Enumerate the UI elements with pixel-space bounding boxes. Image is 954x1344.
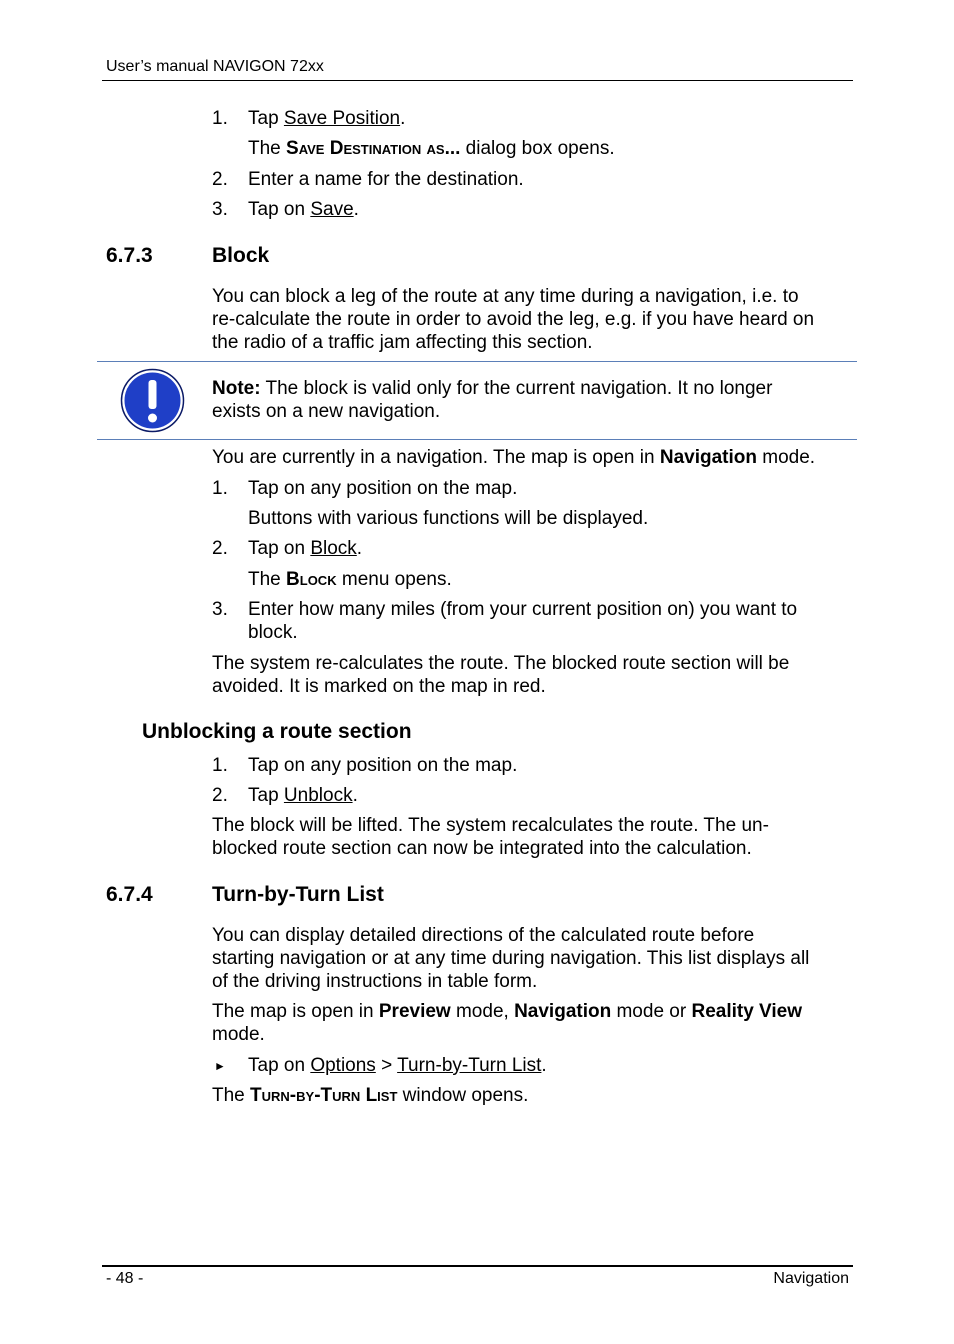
save-link[interactable]: Save [310,199,354,220]
turn-by-turn-list-link[interactable]: Turn-by-Turn List [397,1055,542,1076]
save-step-1-result: The Save Destination as... dialog box opens. [248,138,615,159]
save-step-2: Enter a name for the destination. [248,169,524,190]
section-title: Turn-by-Turn List [212,883,384,906]
block-step-3-line: Enter how many miles (from your current position on) you want to [248,599,798,620]
section-title: Block [212,244,270,267]
step-number: 1. [212,478,228,499]
step-number: 2. [212,169,228,190]
turn-step: Tap on Options > Turn-by-Turn List. [248,1055,547,1076]
turn-mode-line: The map is open in Preview mode, Navigation mode or Reality View [212,1001,803,1022]
turn-result: The Turn-by-Turn List window opens. [212,1085,529,1106]
turn-mode-line: mode. [212,1024,265,1045]
turn-para-line: of the driving instructions in table form. [212,971,538,992]
running-header: User’s manual NAVIGON 72xx [106,58,324,75]
save-position-link[interactable]: Save Position [283,108,401,129]
note-line: Note: The block is valid only for the current navigation. It no longer [212,378,773,399]
unblock-step-1: Tap on any position on the map. [248,755,518,776]
block-result-line: avoided. It is marked on the map in red. [212,676,546,697]
block-intro: You are currently in a navigation. The map is open in Navigation mode. [212,447,816,468]
turn-para-line: You can display detailed directions of the calculated route before [212,925,755,946]
save-step-3: Tap on Save. [248,199,359,220]
block-para-line: re-calculate the route in order to avoid the leg, e.g. if you have heard on [212,309,815,330]
section-number: 6.7.4 [106,883,153,906]
block-step-1: Tap on any position on the map. [248,478,518,499]
step-number: 2. [212,538,228,559]
unblock-result-line: blocked route section can now be integrated into the calculation. [212,838,752,859]
block-para-line: You can block a leg of the route at any time during a navigation, i.e. to [212,286,799,307]
step-number: 1. [212,755,228,776]
block-step-3-line: block. [248,622,298,643]
step-number: 1. [212,108,228,129]
save-step-1: Tap Save Position. [248,108,406,129]
block-step-2: Tap on Block. [248,538,363,559]
block-link[interactable]: Block [310,538,357,559]
section-number: 6.7.3 [106,244,153,267]
step-number: 3. [212,199,228,220]
options-link[interactable]: Options [310,1055,376,1076]
footer-rule [102,1265,853,1267]
header-rule [102,80,853,81]
step-number: 3. [212,599,228,620]
step-number: 2. [212,785,228,806]
triangle-right-icon: ► [214,1059,226,1073]
note-rule-bottom [97,439,857,440]
block-step-2-result: The Block menu opens. [248,569,452,590]
exclamation-icon [120,368,185,433]
block-step-1-result: Buttons with various functions will be displayed. [248,508,649,529]
page-number: - 48 - [106,1270,144,1287]
unblock-step-2: Tap Unblock. [248,785,358,806]
turn-para-line: starting navigation or at any time during navigation. This list displays all [212,948,810,969]
block-para-line: the radio of a traffic jam affecting this section. [212,332,593,353]
note-line: exists on a new navigation. [212,401,441,422]
unblock-result-line: The block will be lifted. The system recalculates the route. The un- [212,815,769,836]
footer-section: Navigation [773,1270,849,1287]
note-rule-top [97,361,857,362]
block-result-line: The system re-calculates the route. The blocked route section will be [212,653,790,674]
unblock-link[interactable]: Unblock [283,785,353,806]
subsection-title: Unblocking a route section [142,720,412,743]
